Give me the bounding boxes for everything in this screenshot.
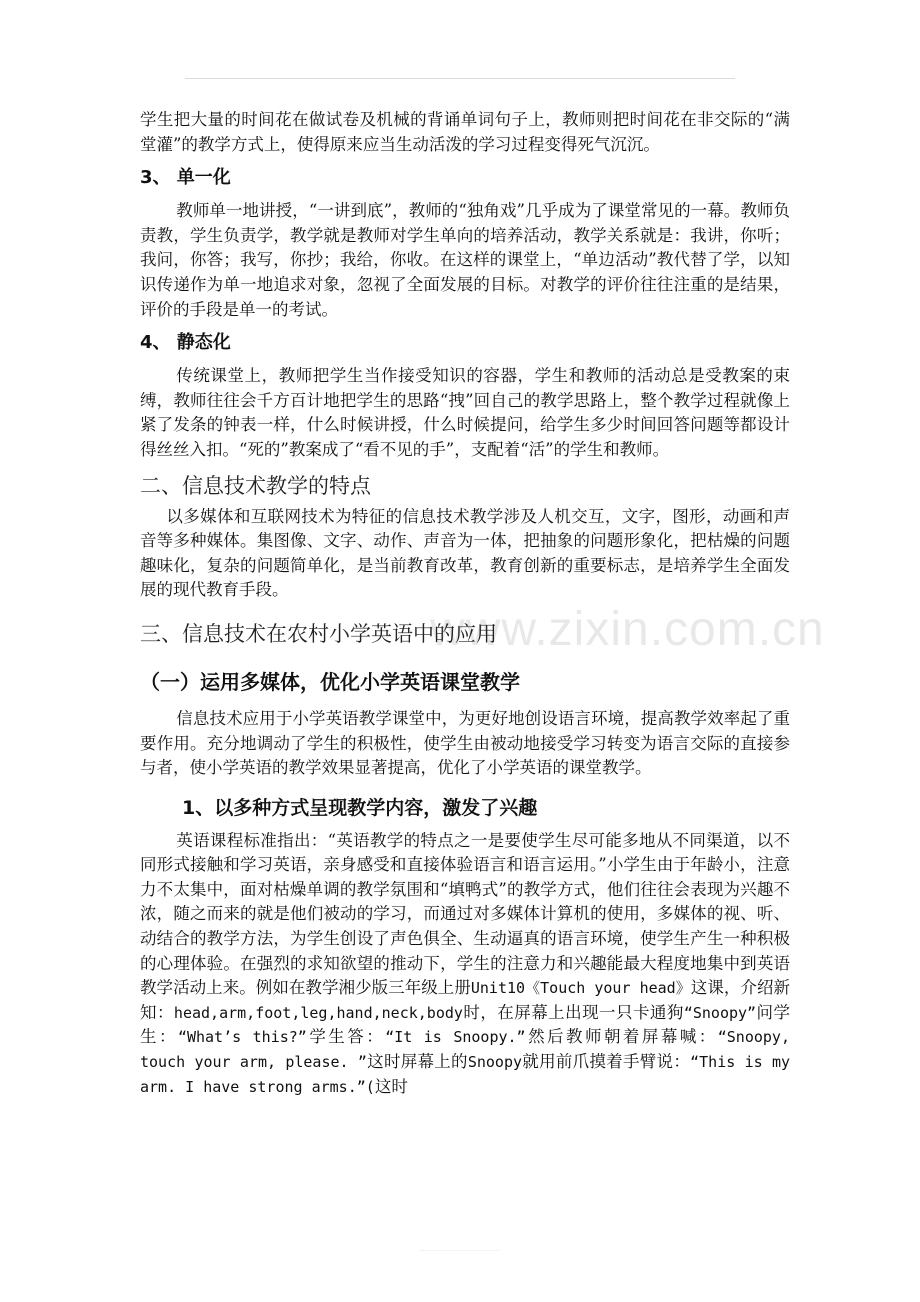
document-body — [140, 108, 790, 1099]
footer-rule — [420, 1250, 500, 1251]
section-heading-3: 三、信息技术在农村小学英语中的应用 — [140, 621, 497, 646]
text-run: 时，在屏幕上出现一只卡通狗 — [462, 1002, 684, 1022]
text-run: 这时 — [374, 1076, 408, 1096]
text-run: 学生答： — [306, 1027, 386, 1047]
text-run: 这课，介绍新知： — [140, 978, 790, 1022]
text-run-snoopy: “Snoopy” — [683, 1003, 757, 1022]
numbered-heading-1: 1、以多种方式呈现教学内容，激发了兴趣 — [182, 796, 538, 819]
text-run-question: “What’s this?” — [177, 1028, 307, 1047]
paragraph-multimedia: 信息技术应用于小学英语教学课堂中，为更好地创设语言环境，提高教学效率起了重要作用。充分地调动了学生的积极性，使学生由被动地接受学习转变为语言交际的直接参与者，使小学英语的教学效果显著提高，优化了小学英语的课堂教学。 — [140, 708, 790, 778]
text-run-answer: “It is Snoopy.” — [385, 1028, 526, 1047]
heading-4: 4、 静态化 — [140, 332, 231, 354]
paragraph-static: 传统课堂上，教师把学生当作接受知识的容器，学生和教师的活动总是受教案的束缚，教师往往会千方百计地把学生的思路“拽”回自己的教学思路上，整个教学过程就像上紧了发条的钟表一样，什么时候讲授，什么时候提问，给学生多少时间回答问题等都设计得丝丝入扣。“死的”教案成了“看不见的手”，支配着“活”的学生和教师。 — [140, 366, 790, 459]
paragraph-single: 教师单一地讲授，“一讲到底”，教师的“独角戏”几乎成为了课堂常见的一幕。教师负责教，学生负责学，教学就是教师对学生单向的培养活动，教学关系就是：我讲，你听；我问，你答；我写，你抄；我给，你收。在这样的课堂上，“单边活动”教代替了学，以知识传递作为单一地追求对象，忽视了全面发展的目标。对教学的评价往往注重的是结果，评价的手段是单一的考试。 — [140, 201, 790, 319]
paragraph-intro: 学生把大量的时间花在做试卷及机械的背诵单词句子上，教师则把时间花在非交际的“满堂灌”的教学方式上，使得原来应当生动活泼的学习过程变得死气沉沉。 — [140, 110, 790, 154]
text-run: 这时屏幕上的 — [366, 1052, 468, 1072]
text-run: 英语课程标准指出：“英语教学的特点之一是要使学生尽可能多地从不同渠道，以不同形式接触和学习英语，亲身感受和直接体验语言和语言运用。”小学生由于年龄小，注意力不太集中，面对枯燥单调的教学氛围和“填鸭式”的教学方式，他们往往会表现为兴趣不浓，随之而来的就是他们被动的学习，而通过对多媒体计算机的使用，多媒体的视、听、动结合的教学方法，为学生创设了声色俱全、生动逼真的语言环境，使学生产生一种积极的心理体验。在强烈的求知欲望的推动下，学生的注意力和兴趣能最大程度地集中到英语教学活动上来。例如在教学湘少版三年级上册 — [140, 830, 790, 998]
text-run: 问学生： — [140, 1002, 791, 1047]
section-heading-2: 二、信息技术教学的特点 — [140, 473, 371, 498]
text-run-unit-title: Unit10《Touch your head》 — [470, 979, 691, 998]
text-run-vocab: head,arm,foot,leg,hand,neck,body — [173, 1003, 463, 1022]
paragraph-it-features: 以多媒体和互联网技术为特征的信息技术教学涉及人机交互，文字，图形，动画和声音等多种媒体。集图像、文字、动作、声音为一体，把抽象的问题形象化，把枯燥的问题趣味化，复杂的问题简单化，是当前教育改革，教育创新的重要标志，是培养学生全面发展的现代教育手段。 — [140, 506, 790, 600]
text-run: 就用前爪摸着手臂说： — [522, 1052, 691, 1072]
header-rule — [185, 78, 735, 79]
text-run: 然后教师朝着屏幕喊： — [525, 1027, 718, 1047]
text-run-response: “This is my arm. I have strong arms.”( — [140, 1053, 791, 1096]
paragraph-interest — [140, 829, 790, 1100]
subsection-heading-1: （一）运用多媒体，优化小学英语课堂教学 — [140, 669, 520, 694]
watermark: www.zixin.com.cn — [430, 603, 825, 656]
text-run-snoopy-name: Snoopy — [467, 1053, 523, 1072]
heading-3: 3、 单一化 — [140, 167, 231, 189]
text-run-command: “Snoopy, touch your arm, please. ” — [140, 1028, 790, 1072]
